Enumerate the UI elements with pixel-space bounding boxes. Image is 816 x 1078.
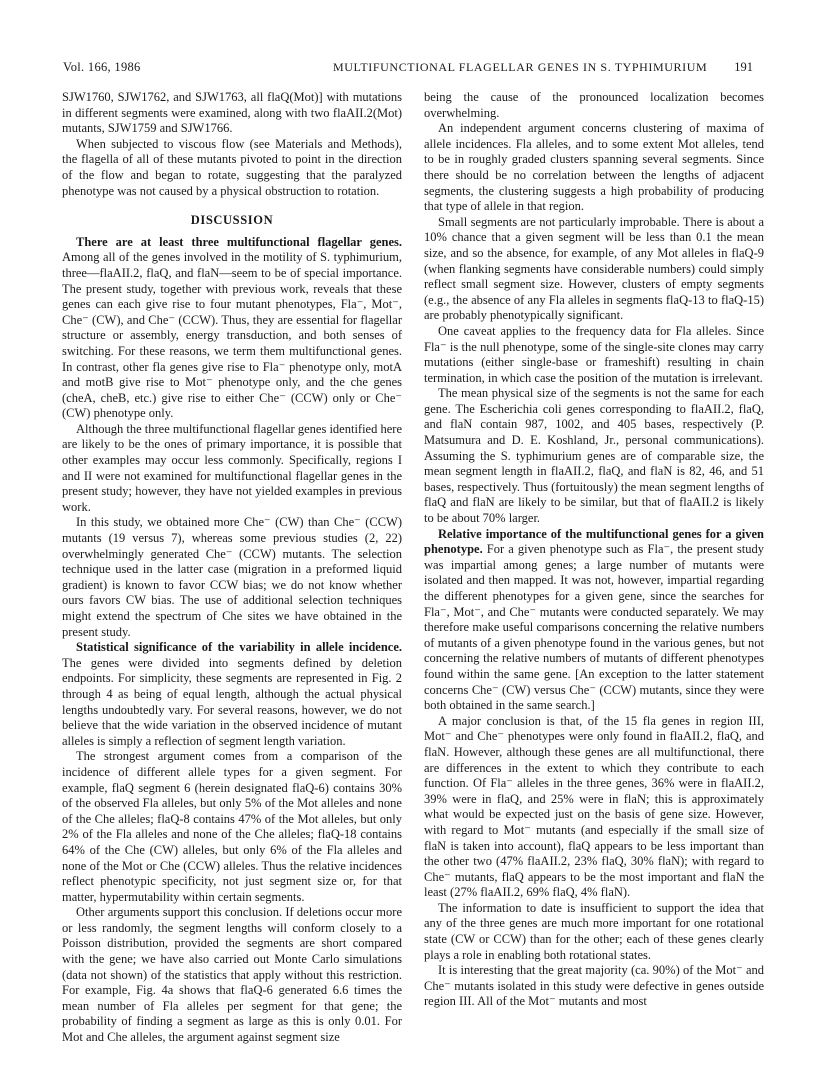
paragraph: When subjected to viscous flow (see Materials and Methods), the flagella of all of these mutants pivoted to point in the direction of the flow and began to rotate, suggesting that the paralyzed phenotype was not caused by a physical obstruction to rotation. [62, 136, 402, 198]
running-header [63, 60, 753, 80]
paragraph: being the cause of the pronounced localization becomes overwhelming. [424, 90, 764, 120]
paragraph: In this study, we obtained more Che⁻ (CW) than Che⁻ (CCW) mutants (19 versus 7), whereas some previous studies (2, 22) overwhelmingly generated Che⁻ (CCW) mutants. The selection technique used in the latter case (migration in a preformed liquid gradient) is known to favor CCW bias; we do not know whether ours favors CW bias. The use of additional selection techniques might extend the spectrum of Che sites we have obtained in the present study. [62, 515, 402, 639]
paragraph-lead: There are at least three multifunctional flagellar genes. [76, 234, 402, 249]
right-column [424, 90, 764, 1060]
paragraph-lead: Relative importance of the multifunctional genes for a given phenotype. [424, 526, 764, 557]
volume-label: Vol. 166, 1986 [63, 60, 141, 74]
paragraph: A major conclusion is that, of the 15 fla genes in region III, Mot⁻ and Che⁻ phenotypes were only found in flaAII.2, flaQ, and flaN. However, although these genes are all multifunctional, there are differences in the extent to which they contribute to each function. Of Fla⁻ alleles in the three genes, 36% were in flaAII.2, 39% were in flaQ, and 25% were in flaN; this is approximately what would be expected just on the basis of gene size. However, with regard to Mot⁻ mutants (and especially if the small size of flaN is taken into account), flaQ appears to be less important than the other two (47% flaAII.2, 23% flaQ, 30% flaN); with regard to Che⁻ mutants, flaQ appears to be the most important and flaN the least (27% flaAII.2, 69% flaQ, 4% flaN). [424, 713, 764, 900]
paragraph [62, 235, 402, 422]
paragraph: Although the three multifunctional flagellar genes identified here are likely to be the ones of primary importance, it is possible that other examples may occur less commonly. Specifically, regions I and II were not examined for multifunctional flagellar genes in the present study; however, they have not yielded examples in previous work. [62, 421, 402, 514]
paragraph: The information to date is insufficient to support the idea that any of the three genes are much more important for one rotational state (CW or CCW) than for the other; each of these genes clearly plays a role in enabling both rotational states. [424, 900, 764, 962]
paragraph: The strongest argument comes from a comparison of the incidence of different allele types for a given segment. For example, flaQ segment 6 (herein designated flaQ-6) contains 30% of the observed Fla alleles, but only 5% of the Mot alleles and none of the Che alleles; flaQ-8 contains 47% of the Mot alleles, but only 2% of the Fla alleles and none of the Che alleles; flaQ-18 contains 64% of the Che (CW) alleles, but only 6% of the Fla alleles and none of the Mot or Che (CCW) alleles. Thus the relative incidences reflect phenotypic specificity, not just segment size or, for that matter, hypermutability within certain segments. [62, 749, 402, 904]
paragraph: It is interesting that the great majority (ca. 90%) of the Mot⁻ and Che⁻ mutants isolated in this study were defective in genes outside region III. All of the Mot⁻ mutants and most [424, 963, 764, 1009]
paragraph: Small segments are not particularly improbable. There is about a 10% chance that a given segment will be less than 0.1 the mean size, and so the absence, for example, of any Mot alleles in flaQ-9 (when flanking segments have considerable numbers) could simply reflect small segment size. However, clusters of empty segments (e.g., the absence of any Fla alleles in segments flaQ-13 to flaQ-15) are probably phenotypically significant. [424, 214, 764, 323]
paragraph-body: Among all of the genes involved in the motility of S. typhimurium, three—flaAII.2, flaQ, and flaN—seem to be of special importance. The present study, together with previous work, reveals that these genes can each give rise to four mutant phenotypes, Fla⁻, Mot⁻, Che⁻ (CW), and Che⁻ (CCW). Thus, they are essential for flagellar structure or assembly, energy transduction, and both senses of switching. For these reasons, we term them multifunctional genes. In contrast, other fla genes give rise to Fla⁻ phenotype only, motA and motB give rise to Mot⁻ phenotype only, and the che genes (cheA, cheB, etc.) give rise to either Che⁻ (CCW) only or Che⁻ (CW) phenotype only. [62, 250, 402, 421]
paragraph-lead: Statistical significance of the variability in allele incidence. [76, 640, 402, 655]
paragraph [424, 527, 764, 714]
paragraph-body: For a given phenotype such as Fla⁻, the present study was impartial among genes; a large number of mutants were isolated and then mapped. It was not, however, impartial regarding the different phenotypes for a given gene, since the searches for Fla⁻, Mot⁻, and Che⁻ mutants were conducted separately. We may therefore make useful comparisons concerning the relative numbers of mutants of a given phenotype found in the various genes, but not concerning the relative numbers of mutants of different phenotypes found within the same gene. [An exception to the latter statement concerns Che⁻ (CW) versus Che⁻ (CCW) mutants, since they were both obtained in the same search.] [424, 542, 764, 713]
paragraph: The mean physical size of the segments is not the same for each gene. The Escherichia coli genes corresponding to flaAII.2, flaQ, and flaN contain 987, 1002, and 405 bases, respectively (P. Matsumura and D. E. Koshland, Jr., personal communications). Assuming the S. typhimurium genes are of comparable size, the mean segment length in flaAII.2, flaQ, and flaN is 82, 46, and 51 bases, respectively. Thus (fortuitously) the mean segment lengths of flaQ and flaN are likely to be similar, but that of flaAII.2 is likely to be about 70% larger. [424, 386, 764, 526]
paragraph: An independent argument concerns clustering of maxima of allele incidences. Fla alleles, and to some extent Mot alleles, tend to be in roughly graded clusters spanning several segments. Since there should be no correlation between the lengths of adjacent segments, the clustering suggests a high probability of producing that type of allele in that region. [424, 121, 764, 214]
left-column [62, 90, 402, 1060]
paragraph: One caveat applies to the frequency data for Fla alleles. Since Fla⁻ is the null phenotype, some of the single-site clones may carry mutations (either single-base or frameshift) resulting in chain termination, in which case the position of the mutation is irrelevant. [424, 323, 764, 385]
section-heading: DISCUSSION [190, 213, 274, 228]
paragraph: SJW1760, SJW1762, and SJW1763, all flaQ(Mot)] with mutations in different segments were examined, along with two flaAII.2(Mot) mutants, SJW1759 and SJW1766. [62, 90, 402, 136]
running-title: MULTIFUNCTIONAL FLAGELLAR GENES IN S. TYPHIMURIUM [333, 60, 708, 74]
paragraph: Other arguments support this conclusion. If deletions occur more or less randomly, the segment lengths will conform closely to a Poisson distribution, provided the segments are short compared with the gene; we have also carried out Monte Carlo simulations (data not shown) of the statistics that apply without this restriction. For example, Fig. 4a shows that flaQ-6 generated 6.6 times the mean number of Fla alleles per segment for that gene; the probability of finding a segment as large as this is only 0.01. For Mot and Che alleles, the argument against segment size [62, 905, 402, 1045]
paragraph-body: The genes were divided into segments defined by deletion endpoints. For simplicity, these segments are represented in Fig. 2 through 4 as being of equal length, although the actual physical lengths undoubtedly vary. For several reasons, however, we do not believe that the wide variation in the observed incidence of mutant alleles is simply a reflection of segment length variation. [62, 655, 402, 748]
page-number: 191 [734, 60, 753, 74]
paragraph [62, 640, 402, 749]
